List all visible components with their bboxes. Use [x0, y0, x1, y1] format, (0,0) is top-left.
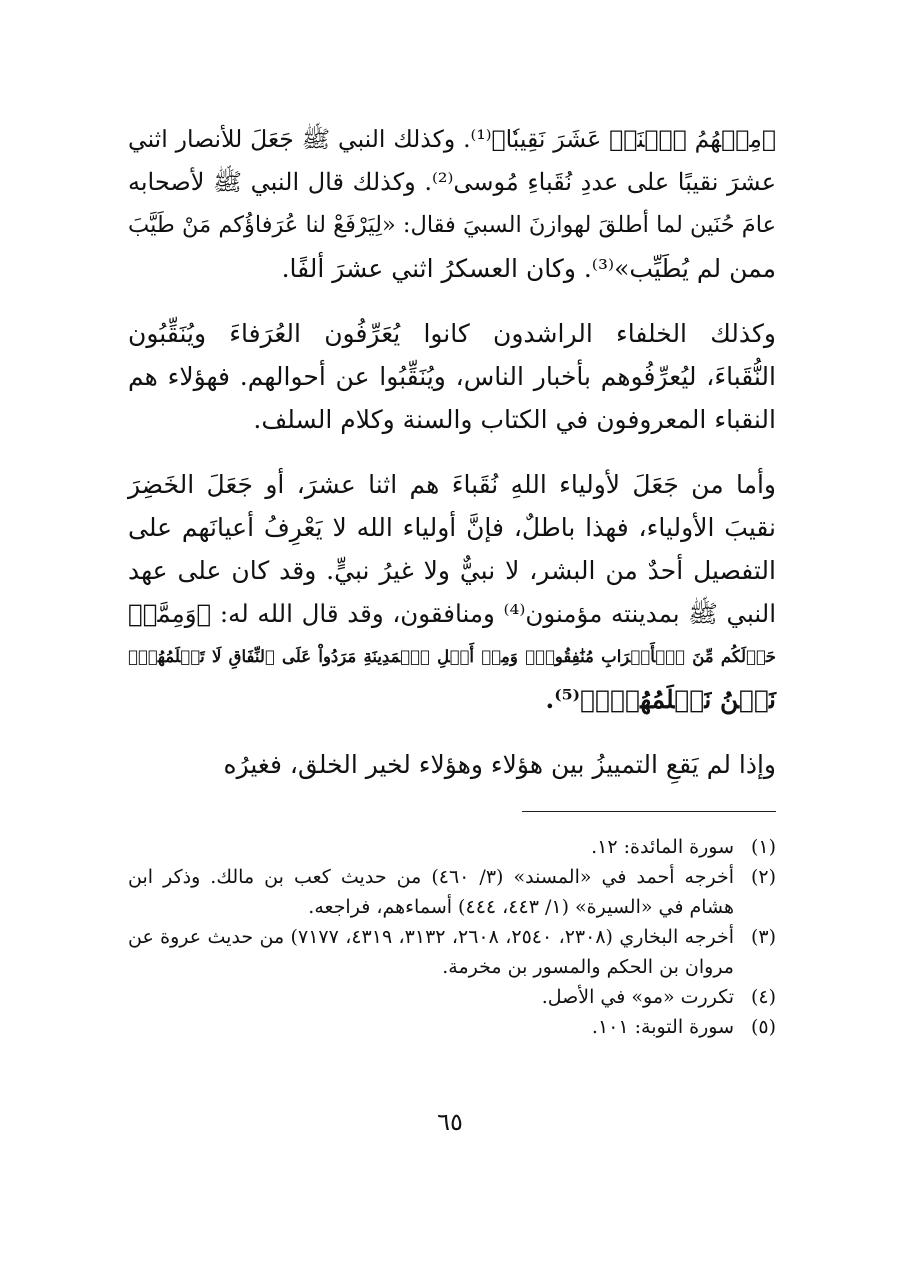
- paragraph-line: النقباء المعروفون في الكتاب والسنة وكلام السلف.: [253, 405, 776, 434]
- footnote-text: سورة التوبة: ١٠١.: [591, 1016, 734, 1038]
- paragraph-line: وأما من جَعَلَ لأولياء اللهِ نُقَباءَ هم اثنا عشرَ، أو جَعَلَ الخَضِرَ: [128, 470, 776, 499]
- paragraph-line: النُّقَباءَ، ليُعرِّفُوهم بأخبار الناس، ويُنَقِّبُوا عن أحوالهم. فهؤلاء هم: [128, 362, 776, 391]
- page-number: ٦٥: [437, 1108, 463, 1136]
- quran-verse-line: حَوۡلَكُم مِّنَ ٱلۡأَعۡرَابِ مُنَٰفِقُونَۖ وَمِنۡ أَهۡلِ ٱلۡمَدِينَةِ مَرَدُواْ عَلَى ٱلنِّفَاقِ لَا تَعۡلَمُهُمۡۖ: [128, 647, 776, 666]
- footnote-4: [128, 982, 776, 1012]
- paragraph-line: التفصيل أحدٌ من البشر، لا نبيٌّ ولا غيرُ نبيٍّ. وقد كان على عهد: [128, 556, 776, 585]
- quran-verse-line: نَحۡنُ نَعۡلَمُهُمۡۚ﴾⁽⁵⁾.: [545, 685, 776, 714]
- footnote-5: [128, 1012, 776, 1042]
- footnote-text: أخرجه البخاري (٢٣٠٨، ٢٥٤٠، ٢٦٠٨، ٣١٣٢، ٤٣١٩، ٧١٧٧) من حديث عروة عن مروان بن الحكم والمسور بن مخرمة.: [128, 926, 735, 978]
- paragraph-line: ﴿مِنۡهُمُ ٱثۡنَىۡ عَشَرَ نَقِيبٗا﴾⁽¹⁾. وكذلك النبي ﷺ جَعَلَ للأنصار اثني: [128, 125, 777, 153]
- paragraph-line: عامَ حُنَين لما أطلقَ لهوازنَ السبيَ فقال: «لِيَرْفَعْ لنا عُرَفاؤُكم مَنْ طَيَّبَ: [128, 212, 776, 238]
- paragraph-line: وكذلك الخلفاء الراشدون كانوا يُعَرِّفُون العُرَفاءَ ويُنَقِّبُون: [128, 319, 776, 348]
- footnote-3: [128, 922, 776, 982]
- footnote-separator: [522, 811, 776, 812]
- body-text: [128, 118, 776, 808]
- footnote-text: سورة المائدة: ١٢.: [591, 836, 734, 858]
- paragraph-1: [128, 118, 776, 290]
- paragraph-2: [128, 312, 776, 441]
- paragraph-line: ممن لم يُطَيِّب»⁽³⁾. وكان العسكرُ اثني عشرَ ألفًا.: [281, 254, 776, 283]
- paragraph-line: نقيبَ الأولياء، فهذا باطلٌ، فإنَّ أولياء الله لا يَعْرِفُ أعيانَهم على: [128, 513, 776, 542]
- footnote-number: (٢): [750, 866, 776, 888]
- footnote-number: (٣): [750, 926, 776, 948]
- footnote-number: (١): [750, 836, 776, 858]
- paragraph-3: [128, 463, 776, 721]
- paragraph-line: وإذا لم يَقعِ التمييزُ بين هؤلاء وهؤلاء لخير الخلق، فغيرُه: [223, 750, 776, 779]
- paragraph-line: عشرَ نقيبًا على عددِ نُقَباءِ مُوسى⁽²⁾. وكذلك قال النبي ﷺ لأصحابه: [128, 168, 777, 196]
- footnote-number: (٤): [750, 986, 776, 1008]
- footnote-text: تكررت «مو» في الأصل.: [541, 986, 734, 1008]
- footnote-1: [128, 832, 776, 862]
- footnote-text: أخرجه أحمد في «المسند» (٣/ ٤٦٠) من حديث كعب بن مالك. وذكر ابن هشام في «السيرة» (١/ ٤٤٣، ٤٤٤) أسماءهم، فراجعه.: [128, 866, 734, 918]
- footnote-number: (٥): [750, 1016, 776, 1038]
- footnote-2: [128, 862, 776, 922]
- paragraph-4: [128, 743, 776, 786]
- paragraph-line: النبي ﷺ بمدينته مؤمنون⁽⁴⁾ ومنافقون، وقد قال الله له: ﴿وَمِمَّنۡ: [128, 599, 777, 628]
- footnotes: [128, 832, 776, 1042]
